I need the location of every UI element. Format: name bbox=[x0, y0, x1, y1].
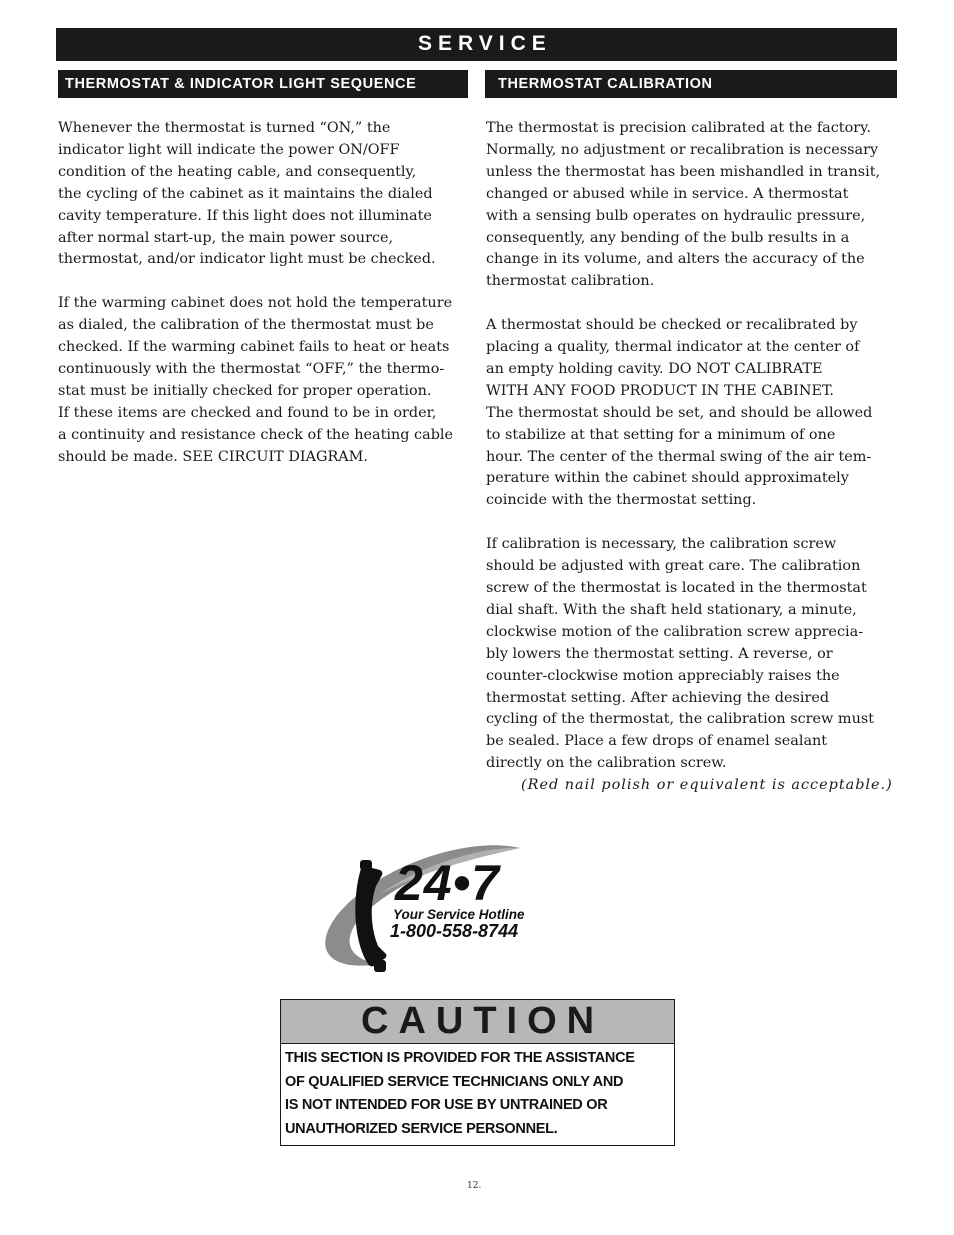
text-line: continuously with the thermostat “OFF,” the thermo- bbox=[58, 360, 445, 377]
paragraph bbox=[58, 293, 472, 468]
text-line: changed or abused while in service. A thermostat bbox=[486, 185, 849, 202]
telephone-handset-icon bbox=[355, 860, 386, 972]
text-line: If the warming cabinet does not hold the temperature bbox=[58, 295, 453, 312]
text-line: to stabilize at that setting for a minimum of one bbox=[486, 426, 836, 443]
section-heading-calibration: THERMOSTAT CALIBRATION bbox=[485, 70, 897, 98]
text-line: bly lowers the thermostat setting. A reverse, or bbox=[486, 645, 833, 662]
caution-line: IS NOT INTENDED FOR USE BY UNTRAINED OR bbox=[285, 1097, 608, 1113]
text-line: Normally, no adjustment or recalibration is necessary bbox=[486, 141, 879, 158]
text-line: be sealed. Place a few drops of enamel sealant bbox=[486, 733, 828, 750]
indicator-light-section bbox=[58, 118, 472, 490]
text-line: If calibration is necessary, the calibration screw bbox=[486, 536, 837, 553]
text-line: as dialed, the calibration of the thermostat must be bbox=[58, 317, 434, 334]
text-line: thermostat, and/or indicator light must be checked. bbox=[58, 251, 436, 268]
text-line: cycling of the thermostat, the calibration screw must bbox=[486, 711, 875, 728]
section-heading-indicator-light: THERMOSTAT & INDICATOR LIGHT SEQUENCE bbox=[58, 70, 468, 98]
text-line: coincide with the thermostat setting. bbox=[486, 492, 757, 509]
calibration-section bbox=[486, 118, 900, 797]
page-title: SERVICE bbox=[418, 32, 552, 55]
caution-line: THIS SECTION IS PROVIDED FOR THE ASSISTANCE bbox=[285, 1050, 635, 1066]
text-line: Whenever the thermostat is turned “ON,” the bbox=[58, 120, 391, 136]
caution-title: CAUTION bbox=[361, 1000, 605, 1042]
paragraph bbox=[58, 118, 472, 271]
text-line: A thermostat should be checked or recalibrated by bbox=[486, 317, 858, 334]
text-line: unless the thermostat has been mishandled in transit, bbox=[486, 163, 881, 180]
text-line: directly on the calibration screw. bbox=[486, 755, 727, 772]
text-line: counter-clockwise motion appreciably raises the bbox=[486, 667, 840, 684]
caution-line: UNAUTHORIZED SERVICE PERSONNEL. bbox=[285, 1120, 558, 1137]
text-line: The thermostat should be set, and should be allowed bbox=[486, 404, 873, 421]
caution-box bbox=[280, 999, 675, 1146]
service-hotline-logo bbox=[320, 842, 600, 977]
text-line: screw of the thermostat is located in the thermostat bbox=[486, 580, 867, 596]
text-line: the cycling of the cabinet as it maintains the dialed bbox=[58, 185, 433, 202]
text-line: thermostat setting. After achieving the desired bbox=[486, 689, 830, 706]
text-line: change in its volume, and alters the accuracy of the bbox=[486, 251, 865, 268]
text-line: stat must be initially checked for proper operation. bbox=[58, 382, 432, 399]
paragraph bbox=[486, 315, 900, 512]
logo-24-7: 24•7 bbox=[395, 855, 500, 911]
text-line: hour. The center of the thermal swing of the air tem- bbox=[486, 448, 872, 465]
caution-line: OF QUALIFIED SERVICE TECHNICIANS ONLY AND bbox=[285, 1073, 624, 1090]
text-line: after normal start-up, the main power source, bbox=[58, 229, 394, 246]
logo-tagline: Your Service Hotline bbox=[393, 907, 525, 922]
text-line: dial shaft. With the shaft held stationary, a minute, bbox=[486, 601, 857, 618]
page-number: 12. bbox=[467, 1181, 482, 1191]
text-line: clockwise motion of the calibration screw apprecia- bbox=[486, 623, 864, 640]
service-banner bbox=[56, 28, 897, 61]
text-line: consequently, any bending of the bulb results in a bbox=[486, 229, 850, 246]
text-line: perature within the cabinet should approximately bbox=[486, 470, 849, 487]
text-line: cavity temperature. If this light does not illuminate bbox=[58, 207, 432, 224]
text-line: an empty holding cavity. DO NOT CALIBRATE bbox=[486, 360, 823, 377]
text-line: with a sensing bulb operates on hydraulic pressure, bbox=[486, 207, 866, 224]
text-line: The thermostat is precision calibrated at the factory. bbox=[486, 120, 871, 136]
text-line: If these items are checked and found to be in order, bbox=[58, 404, 437, 421]
caution-text bbox=[285, 1047, 635, 1141]
text-line: thermostat calibration. bbox=[486, 273, 655, 290]
text-line: checked. If the warming cabinet fails to heat or heats bbox=[58, 339, 450, 356]
text-line: should be made. SEE CIRCUIT DIAGRAM. bbox=[58, 448, 368, 465]
text-line: a continuity and resistance check of the heating cable bbox=[58, 426, 454, 443]
paragraph bbox=[486, 118, 900, 293]
text-line: condition of the heating cable, and consequently, bbox=[58, 163, 417, 180]
calibration-note: (Red nail polish or equivalent is acceptable.) bbox=[521, 777, 893, 794]
paragraph bbox=[486, 534, 900, 797]
text-line: should be adjusted with great care. The calibration bbox=[486, 558, 861, 575]
caution-header bbox=[281, 1000, 674, 1044]
text-line: WITH ANY FOOD PRODUCT IN THE CABINET. bbox=[486, 382, 835, 399]
text-line: placing a quality, thermal indicator at the center of bbox=[486, 339, 860, 356]
text-line: indicator light will indicate the power ON/OFF bbox=[58, 141, 400, 158]
hotline-phone-number: 1-800-558-8744 bbox=[390, 921, 519, 941]
